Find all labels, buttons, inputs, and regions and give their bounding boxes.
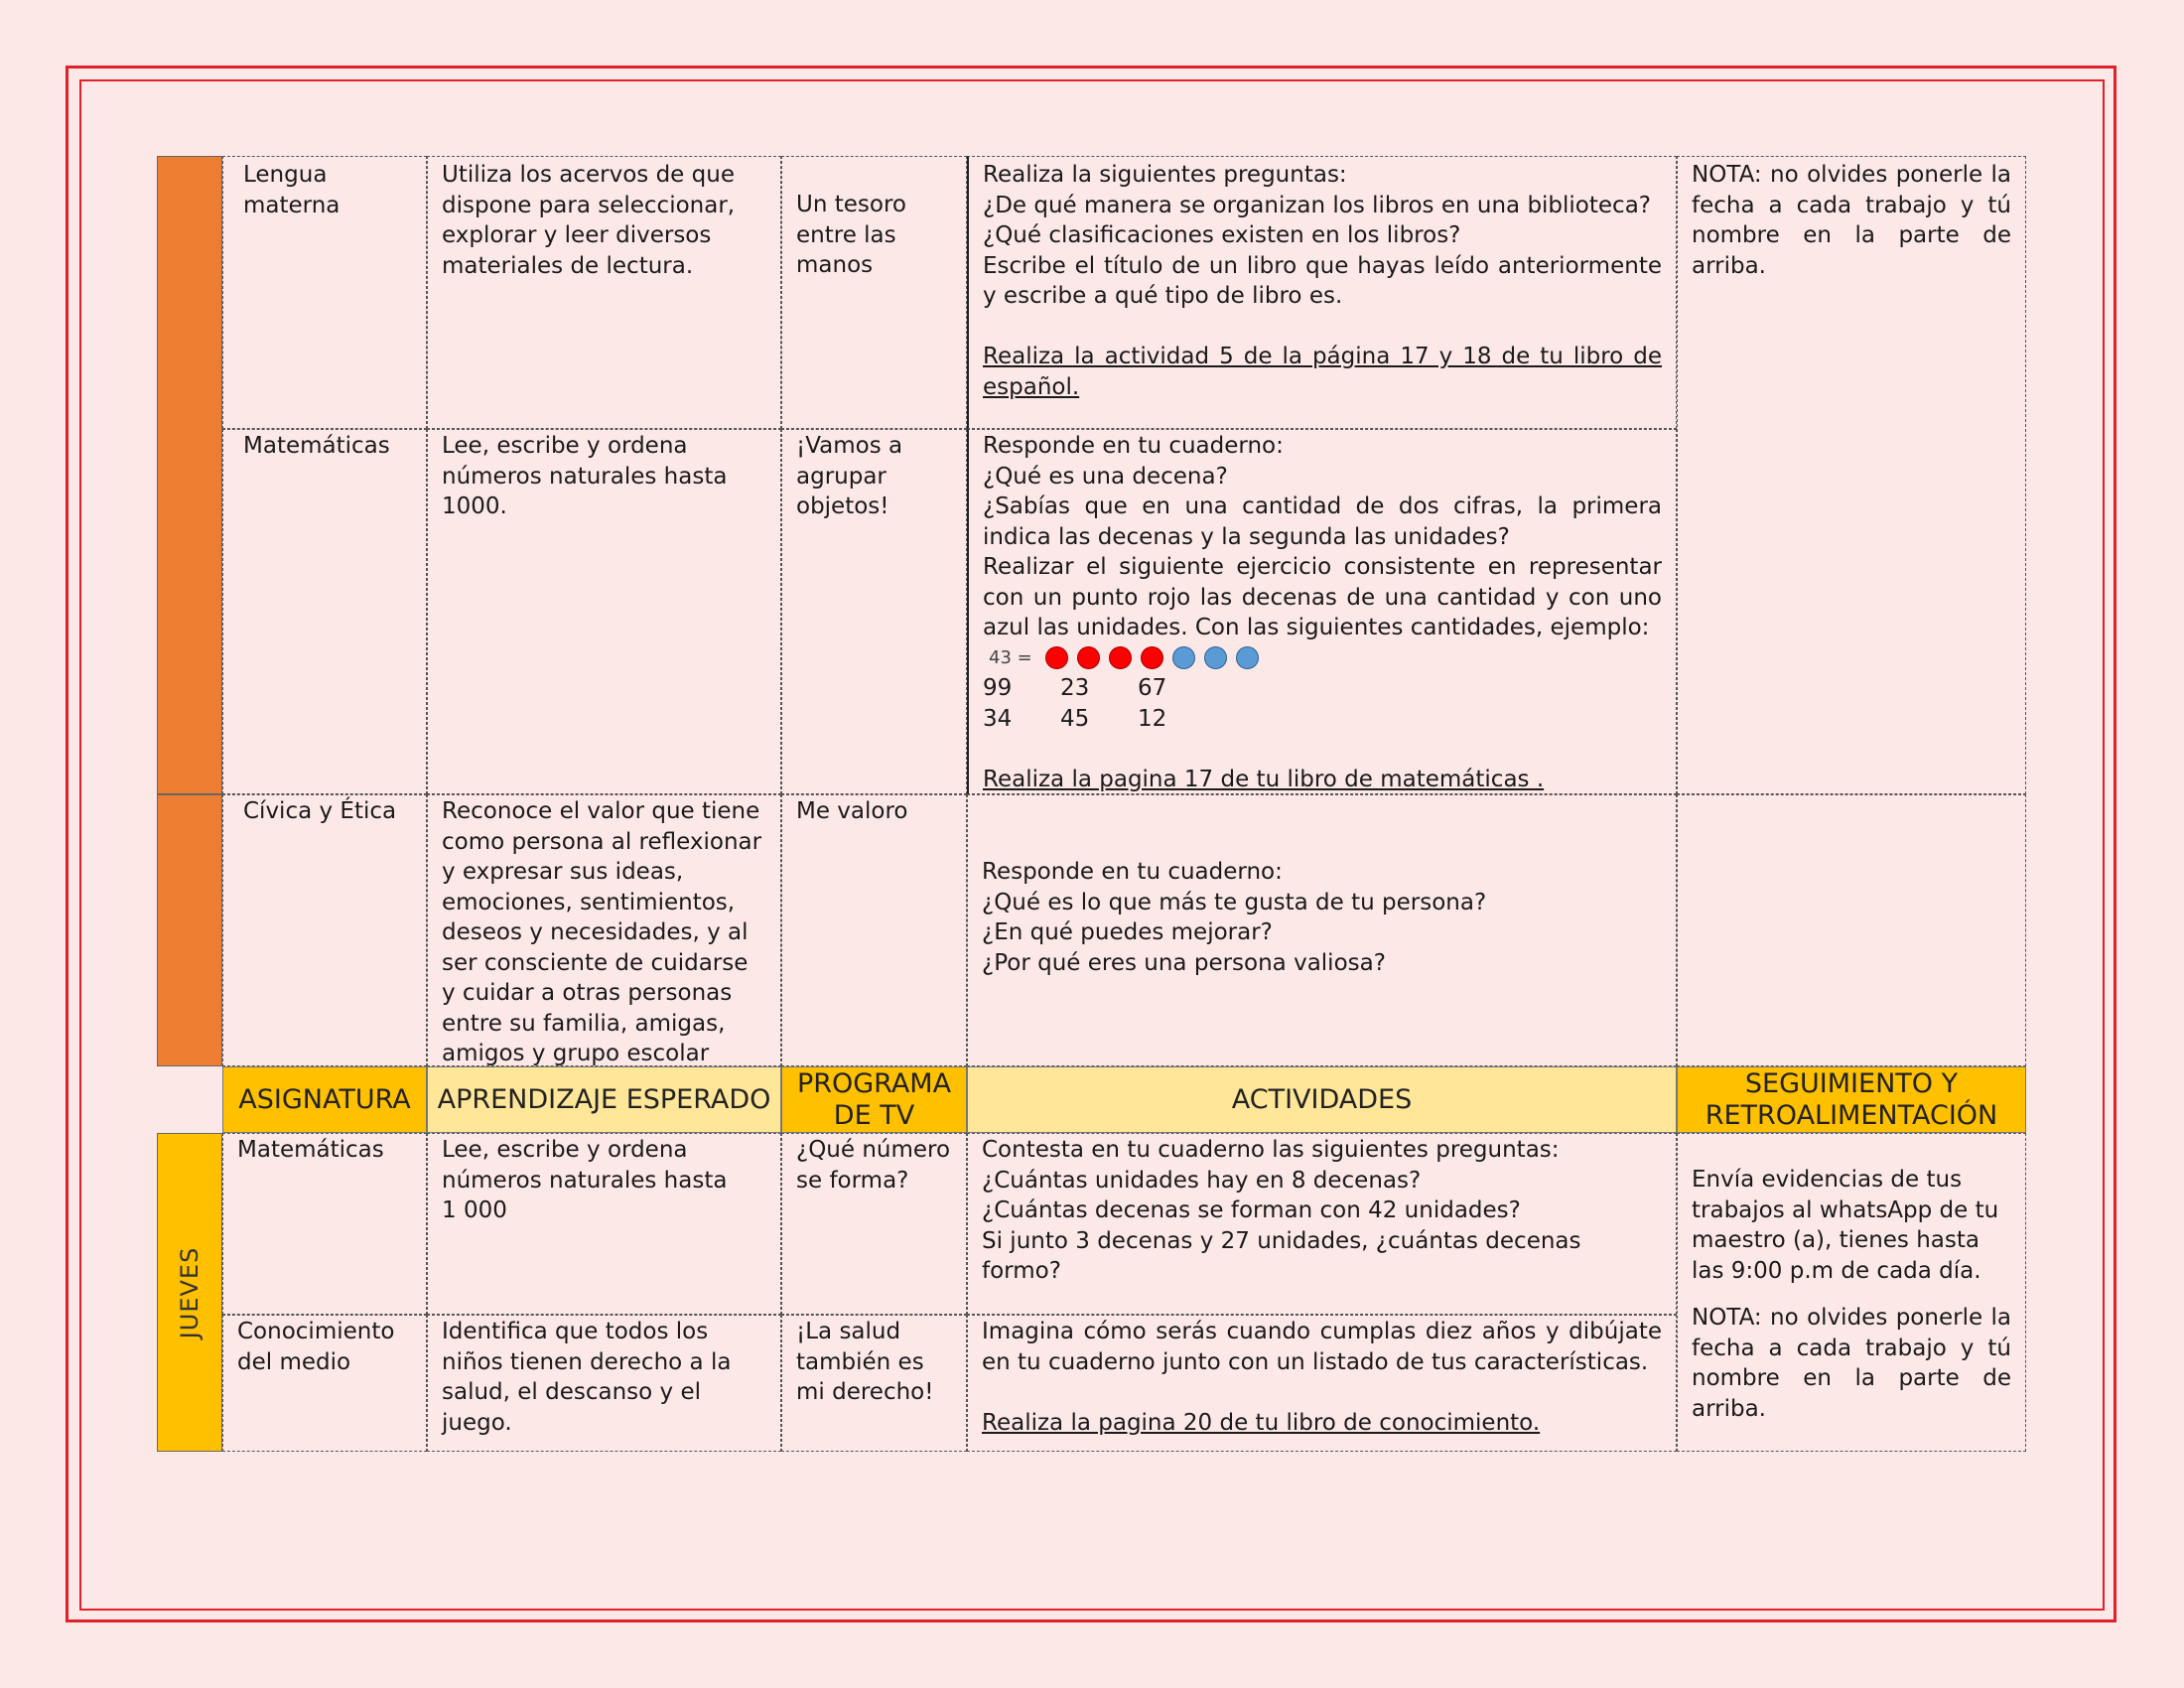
activity-line: ¿Qué es una decena?	[983, 463, 1228, 490]
activity-line: Escribe el título de un libro que hayas leído anteriormente y escribe a qué tipo de libro es.	[983, 252, 1662, 309]
activity-line: Realizar el siguiente ejercicio consistente en representar con un punto rojo las decenas de una cantidad y con uno azul las unidades. Con las siguientes cantidades, ejemplo:	[983, 554, 1662, 640]
learning-mate1	[427, 429, 781, 794]
program-civica-text: Me valoro	[796, 798, 908, 824]
subject-mate2	[222, 1133, 427, 1315]
subject-mate2-text: Matemáticas	[237, 1137, 384, 1163]
learning-mate1-text: Lee, escribe y ordena números naturales hasta 1000.	[442, 433, 728, 519]
activity-line: ¿Qué es lo que más te gusta de tu persona?	[982, 889, 1487, 915]
number-item: 12	[1138, 705, 1167, 732]
units-dot	[1236, 646, 1259, 669]
program-mate2-text: ¿Qué número se forma?	[796, 1137, 951, 1194]
program-civica	[781, 794, 967, 1066]
task-lengua: Realiza la actividad 5 de la página 17 y 18 de tu libro de español.	[983, 344, 1662, 400]
followup-jueves	[1677, 1133, 2026, 1452]
activity-line: Responde en tu cuaderno:	[983, 433, 1284, 459]
tens-dot	[1109, 646, 1132, 669]
followup-top	[1677, 156, 2026, 794]
activities-mate1	[967, 429, 1677, 794]
activity-line: ¿De qué manera se organizan los libros en una biblioteca?	[983, 192, 1651, 218]
header-actividades	[967, 1066, 1677, 1133]
header-programa-text: PROGRAMA DE TV	[796, 1067, 952, 1131]
number-item: 67	[1138, 675, 1167, 701]
units-dot	[1204, 646, 1227, 669]
program-mate2	[781, 1133, 967, 1315]
subject-mate1-text: Matemáticas	[243, 433, 390, 459]
program-mate1-text: ¡Vamos a agrupar objetos!	[796, 433, 903, 519]
tens-dot	[1045, 646, 1068, 669]
activity-line: ¿En qué puedes mejorar?	[982, 919, 1273, 945]
activity-line: Contesta en tu cuaderno las siguientes preguntas:	[982, 1137, 1560, 1163]
activity-line: Si junto 3 decenas y 27 unidades, ¿cuántas decenas formo?	[982, 1227, 1581, 1284]
day-label-jueves: JUEVES	[176, 1246, 204, 1338]
program-lengua-text: Un tesoro entre las manos	[796, 192, 906, 278]
subject-conocimiento	[222, 1315, 427, 1452]
learning-mate2-text: Lee, escribe y ordena números naturales hasta 1 000	[442, 1137, 728, 1223]
subject-lengua	[222, 156, 427, 429]
number-item: 99	[983, 675, 1013, 701]
number-item: 45	[1060, 705, 1090, 732]
header-programa	[781, 1066, 967, 1133]
header-seguimiento	[1677, 1066, 2026, 1133]
subject-conocimiento-text: Conocimiento del medio	[237, 1319, 395, 1375]
header-aprendizaje-text: APRENDIZAJE ESPERADO	[437, 1083, 771, 1115]
header-seguimiento-text: SEGUIMIENTO Y RETROALIMENTACIÓN	[1705, 1067, 1998, 1131]
example-dots	[989, 643, 1662, 674]
activities-lengua	[967, 156, 1677, 429]
note-top: NOTA: no olvides ponerle la fecha a cada trabajo y tú nombre en la parte de arriba.	[1692, 162, 2011, 279]
learning-lengua	[427, 156, 781, 429]
header-asignatura	[222, 1066, 427, 1133]
activity-line: Responde en tu cuaderno:	[982, 859, 1283, 885]
day-block-jueves	[157, 1133, 222, 1452]
tens-dot	[1077, 646, 1100, 669]
activity-line: ¿Cuántas unidades hay en 8 decenas?	[982, 1167, 1422, 1194]
learning-conocimiento-text: Identifica que todos los niños tienen derecho a la salud, el descanso y el juego.	[442, 1319, 732, 1436]
activity-line: ¿Cuántas decenas se forman con 42 unidades?	[982, 1197, 1521, 1223]
followup-civica	[1677, 794, 2026, 1066]
number-item: 23	[1060, 675, 1090, 701]
activity-line: ¿Qué clasificaciones existen en los libros?	[983, 222, 1461, 248]
day-block-top	[157, 156, 222, 794]
header-asignatura-text: ASIGNATURA	[238, 1083, 411, 1115]
activity-line: Imagina cómo serás cuando cumplas diez años y dibújate en tu cuaderno junto con un listado de tus características.	[982, 1319, 1662, 1375]
activity-line: ¿Sabías que en una cantidad de dos cifras, la primera indica las decenas y la segunda las unidades?	[983, 493, 1662, 550]
task-conocimiento: Realiza la pagina 20 de tu libro de conocimiento.	[982, 1409, 1541, 1436]
activities-conocimiento	[967, 1315, 1677, 1452]
learning-lengua-text: Utiliza los acervos de que dispone para seleccionar, explorar y leer diversos materiales de lectura.	[442, 162, 736, 279]
task-mate1: Realiza la pagina 17 de tu libro de matemáticas .	[983, 766, 1545, 792]
followup-evidence: Envía evidencias de tus trabajos al whatsApp de tu maestro (a), tienes hasta las 9:00 p.m de cada día.	[1692, 1167, 1999, 1284]
activity-line: Realiza la siguientes preguntas:	[983, 162, 1347, 188]
tens-dot	[1141, 646, 1163, 669]
header-aprendizaje	[427, 1066, 781, 1133]
learning-civica-text: Reconoce el valor que tiene como persona al reflexionar y expresar sus ideas, emociones, sentimientos, deseos y necesidades, y al ser consciente de cuidarse y cuidar a otras personas entre su familia, amigas, amigos y grupo escolar	[442, 798, 762, 1066]
activities-civica	[967, 794, 1677, 1066]
learning-mate2	[427, 1133, 781, 1315]
subject-civica-text: Cívica y Ética	[243, 798, 397, 824]
program-conocimiento-text: ¡La salud también es mi derecho!	[796, 1319, 934, 1405]
activities-mate2	[967, 1133, 1677, 1315]
subject-mate1	[222, 429, 427, 794]
followup-note: NOTA: no olvides ponerle la fecha a cada trabajo y tú nombre en la parte de arriba.	[1692, 1305, 2011, 1422]
program-conocimiento	[781, 1315, 967, 1452]
activity-line: ¿Por qué eres una persona valiosa?	[982, 949, 1386, 976]
example-label: 43 =	[989, 646, 1032, 668]
header-actividades-text: ACTIVIDADES	[1231, 1083, 1413, 1115]
program-mate1	[781, 429, 967, 794]
units-dot	[1172, 646, 1195, 669]
day-block-civica	[157, 794, 222, 1066]
numbers-grid	[983, 673, 1662, 734]
subject-civica	[222, 794, 427, 1066]
learning-conocimiento	[427, 1315, 781, 1452]
program-lengua	[781, 156, 967, 429]
learning-civica	[427, 794, 781, 1066]
subject-lengua-text: Lengua materna	[243, 162, 341, 218]
number-item: 34	[983, 705, 1013, 732]
